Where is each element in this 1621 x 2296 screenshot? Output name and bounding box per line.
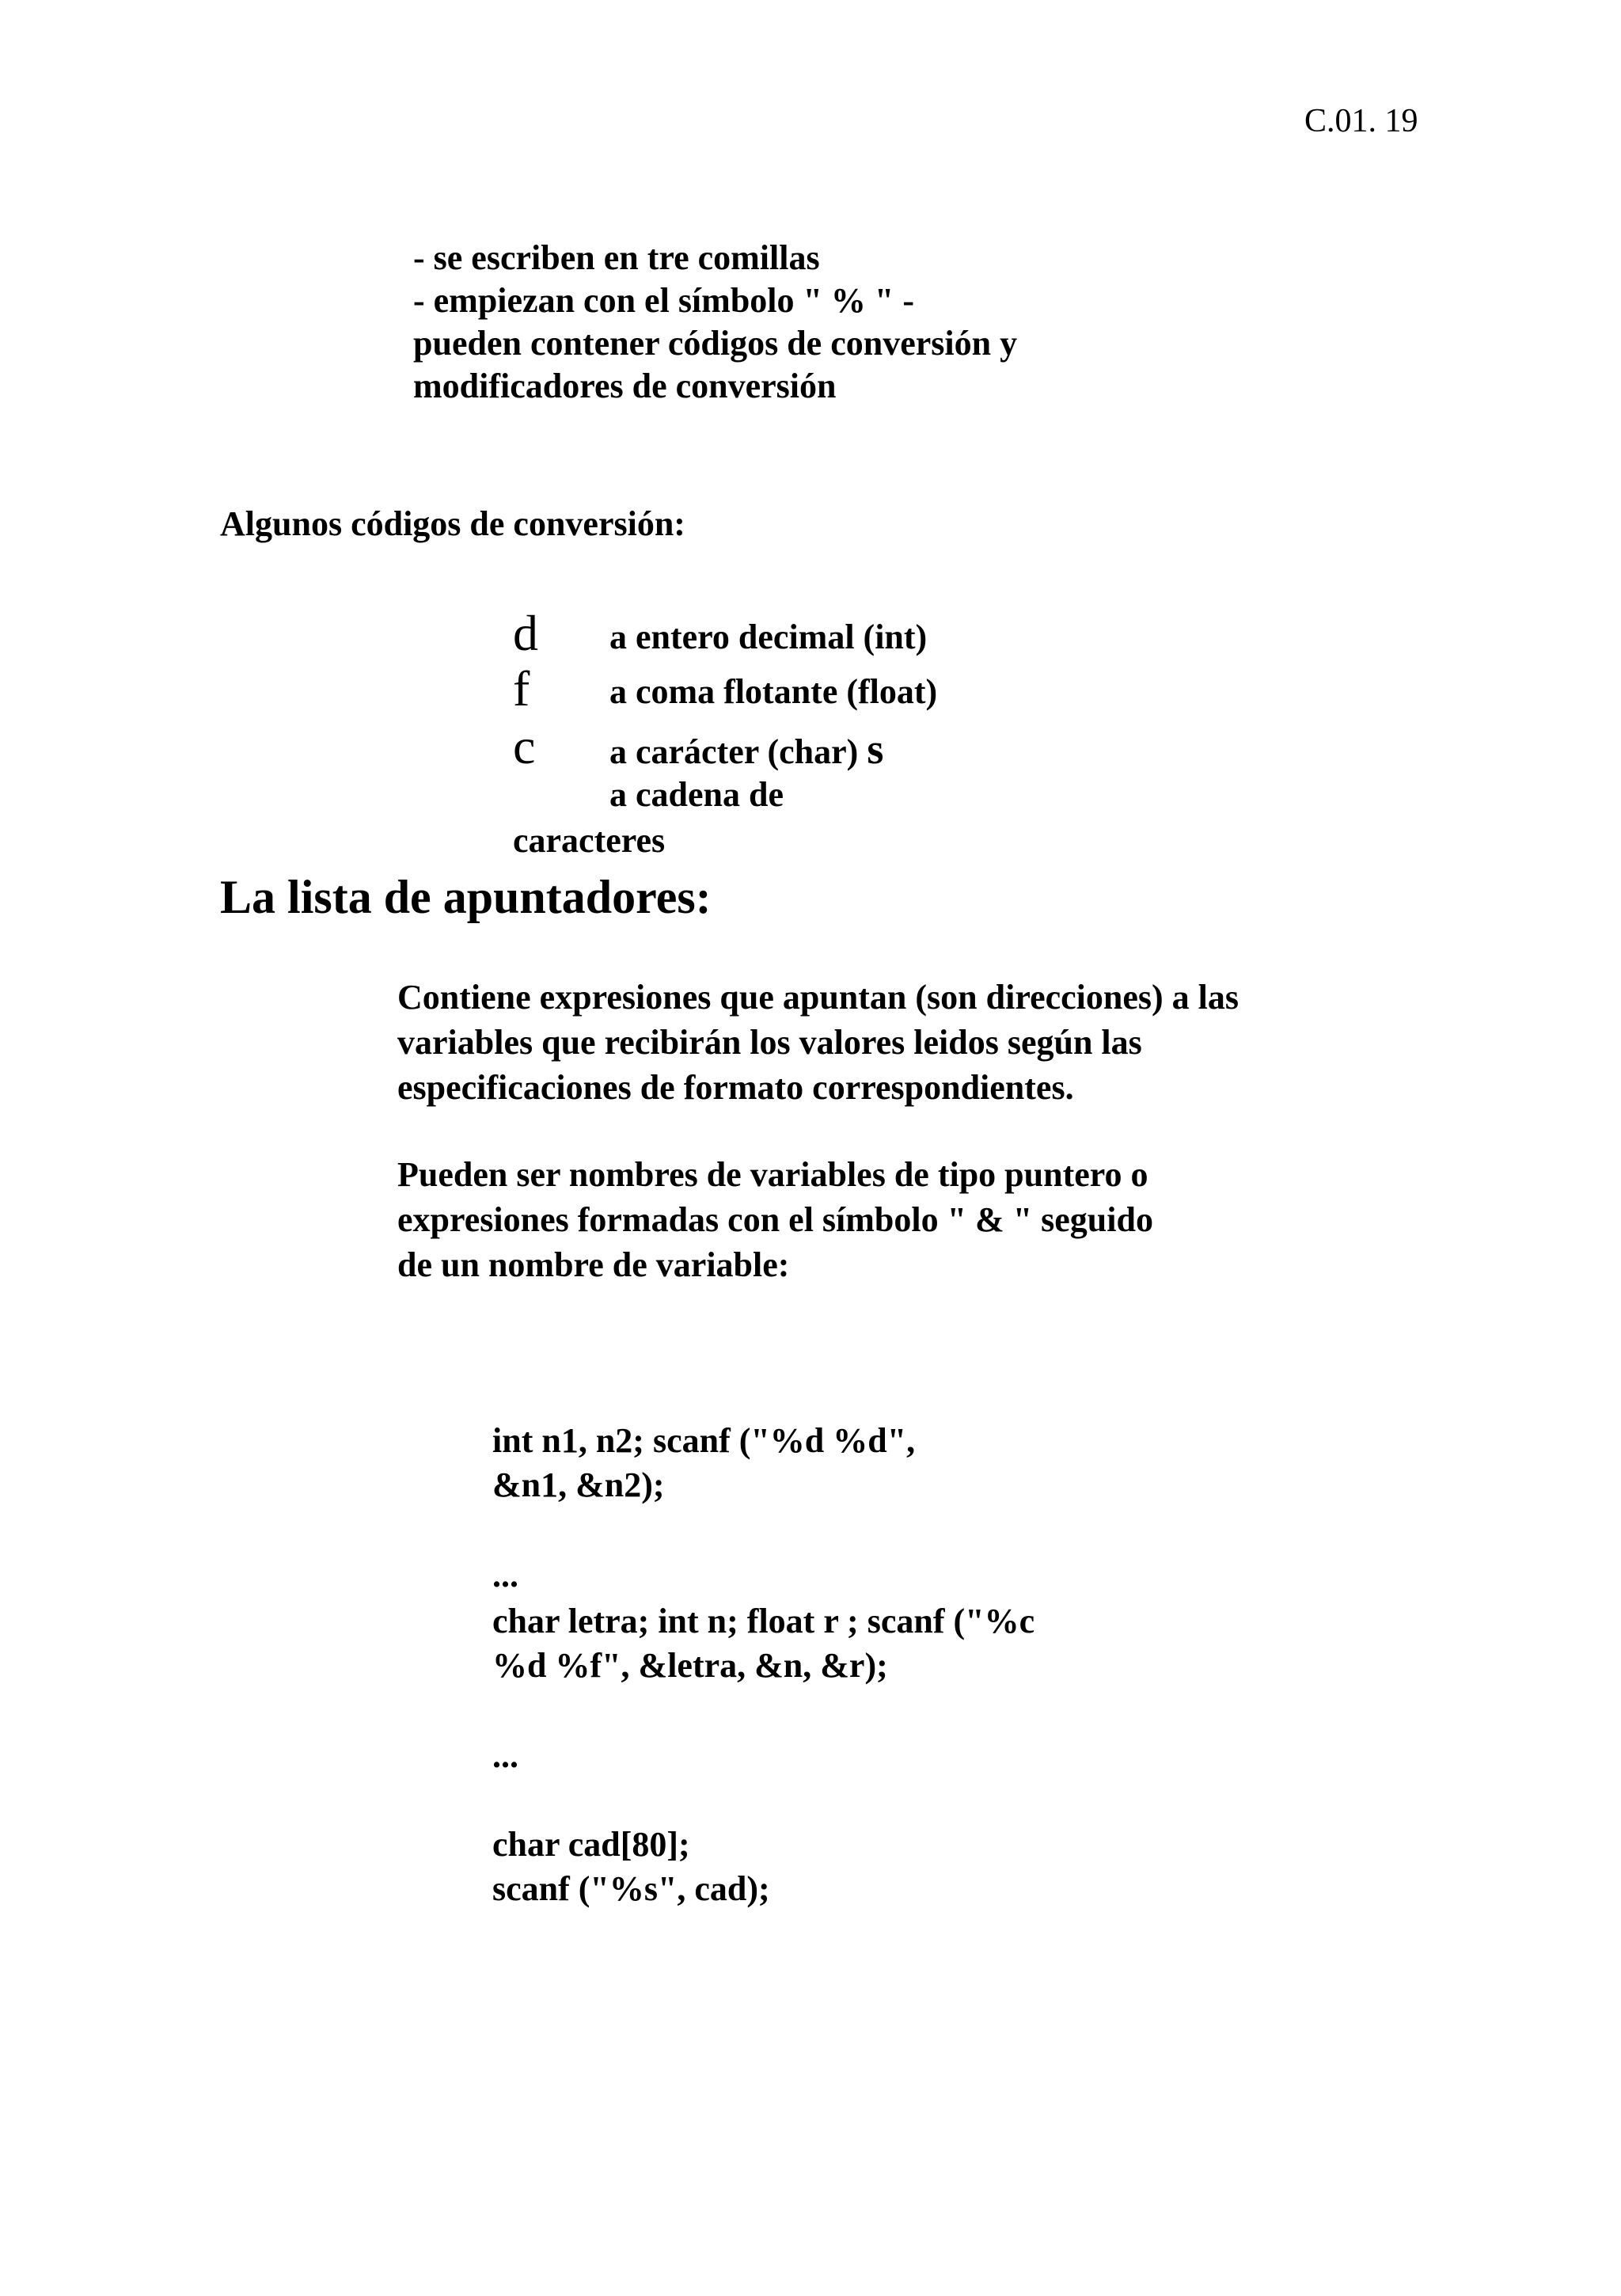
conversion-code-letter-inline: s [867, 725, 884, 773]
conversion-code-desc [609, 727, 883, 774]
code-example [492, 1823, 770, 1911]
page-number: C.01. 19 [1304, 103, 1418, 139]
conversion-code-desc: a coma flotante (float) [609, 672, 938, 711]
paragraph-line: especificaciones de formato correspondientes. [397, 1068, 1074, 1107]
code-example [492, 1599, 1034, 1688]
format-note-line: - empiezan con el símbolo " % " - [413, 281, 915, 320]
format-notes [413, 236, 1017, 407]
code-line: %d %f", &letra, &n, &r); [492, 1646, 888, 1685]
paragraph-line: Contiene expresiones que apuntan (son direcciones) a las [397, 978, 1239, 1017]
paragraph-line: expresiones formadas con el símbolo " & " seguido [397, 1200, 1153, 1239]
conversion-extra-line: a cadena de [609, 775, 784, 814]
code-line: &n1, &n2); [492, 1465, 665, 1504]
code-example [492, 1419, 915, 1507]
format-note-line: - se escriben en tre comillas [413, 238, 820, 277]
paragraph-line: de un nombre de variable: [397, 1245, 790, 1284]
code-line: char letra; int n; float r ; scanf ("%c [492, 1602, 1035, 1640]
code-ellipsis: ... [492, 1736, 518, 1775]
section-heading: La lista de apuntadores: [220, 871, 712, 923]
paragraph-pointers [397, 975, 1239, 1111]
paragraph-pointer-types [397, 1153, 1153, 1288]
paragraph-line: Pueden ser nombres de variables de tipo puntero o [397, 1155, 1148, 1194]
conversion-code-letter: f [513, 660, 530, 717]
conversion-heading: Algunos códigos de conversión: [220, 504, 685, 543]
code-line: int n1, n2; scanf ("%d %d", [492, 1421, 916, 1460]
code-line: scanf ("%s", cad); [492, 1869, 770, 1908]
conversion-code-letter: c [513, 718, 536, 774]
code-line: char cad[80]; [492, 1825, 690, 1864]
paragraph-line: variables que recibirán los valores leidos según las [397, 1023, 1142, 1062]
conversion-extra-line: caracteres [513, 821, 666, 860]
conversion-code-desc: a entero decimal (int) [609, 618, 928, 656]
format-note-line: modificadores de conversión [413, 367, 837, 405]
code-ellipsis: ... [492, 1556, 518, 1595]
conversion-code-desc-text: a carácter (char) [609, 732, 859, 771]
format-note-line: pueden contener códigos de conversión y [413, 324, 1018, 363]
conversion-code-letter: d [513, 605, 538, 661]
